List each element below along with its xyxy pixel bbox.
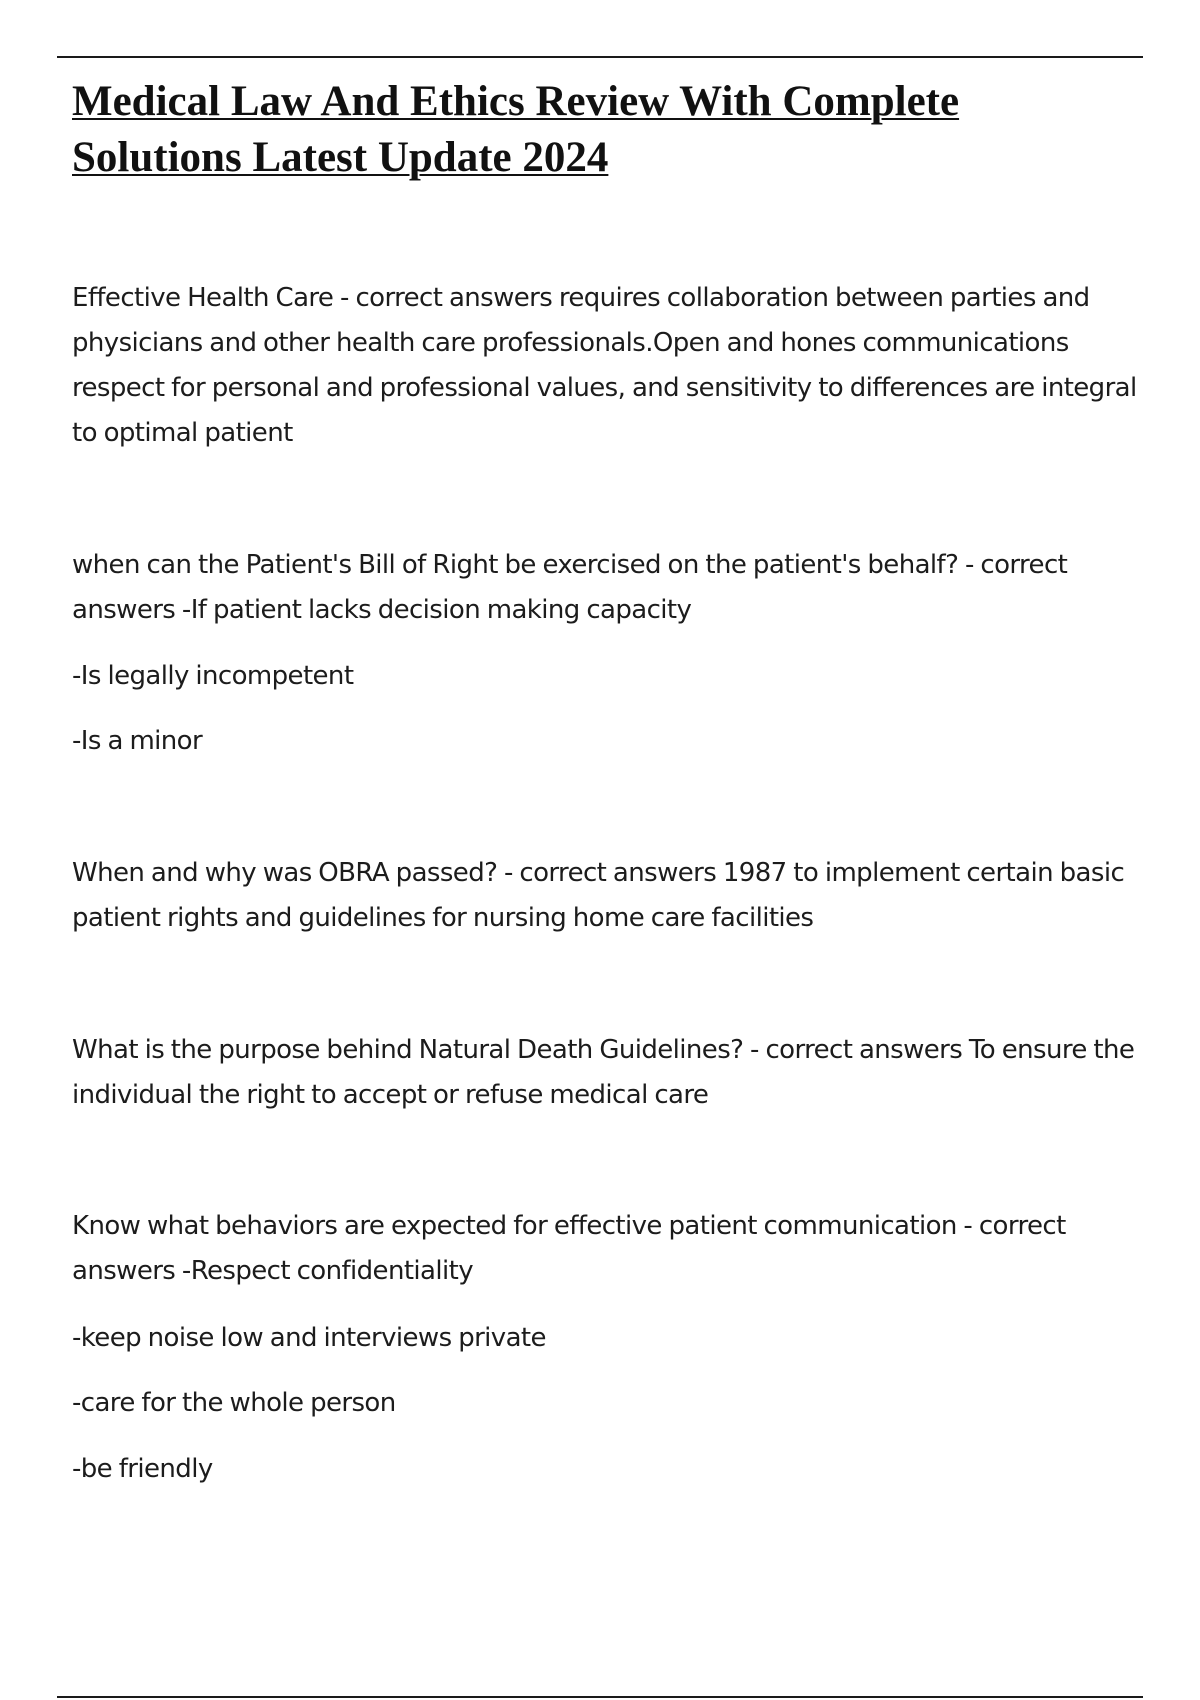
- paragraph-natural-death-guidelines: What is the purpose behind Natural Death Guidelines? - correct answers To ensure the individual the right to accept or refuse medical care: [72, 1035, 1135, 1110]
- paragraph-patients-bill-of-right: when can the Patient's Bill of Right be exercised on the patient's behalf? - correct answers -If patient lacks decision making capacity: [72, 550, 1068, 625]
- list-item-legally-incompetent: -Is legally incompetent: [72, 661, 354, 691]
- paragraph-effective-health-care: Effective Health Care - correct answers requires collaboration between parties and physicians and other health care professionals.Open and hones communications respect for personal and professional values, and sensitivity to differences are integral to optimal patient: [72, 283, 1137, 448]
- paragraph-obra: When and why was OBRA passed? - correct answers 1987 to implement certain basic patient rights and guidelines for nursing home care facilities: [72, 858, 1125, 933]
- list-item-keep-noise-low: -keep noise low and interviews private: [72, 1323, 546, 1353]
- list-item-care-for-whole-person: -care for the whole person: [72, 1388, 396, 1418]
- list-item-is-a-minor: -Is a minor: [72, 726, 203, 756]
- paragraph-patient-communication: Know what behaviors are expected for effective patient communication - correct answers -Respect confidentiality: [72, 1211, 1066, 1286]
- bottom-rule: [57, 1696, 1143, 1698]
- document-title: Medical Law And Ethics Review With Complete Solutions Latest Update 2024: [72, 78, 960, 181]
- top-rule: [57, 56, 1143, 58]
- list-item-be-friendly: -be friendly: [72, 1454, 213, 1484]
